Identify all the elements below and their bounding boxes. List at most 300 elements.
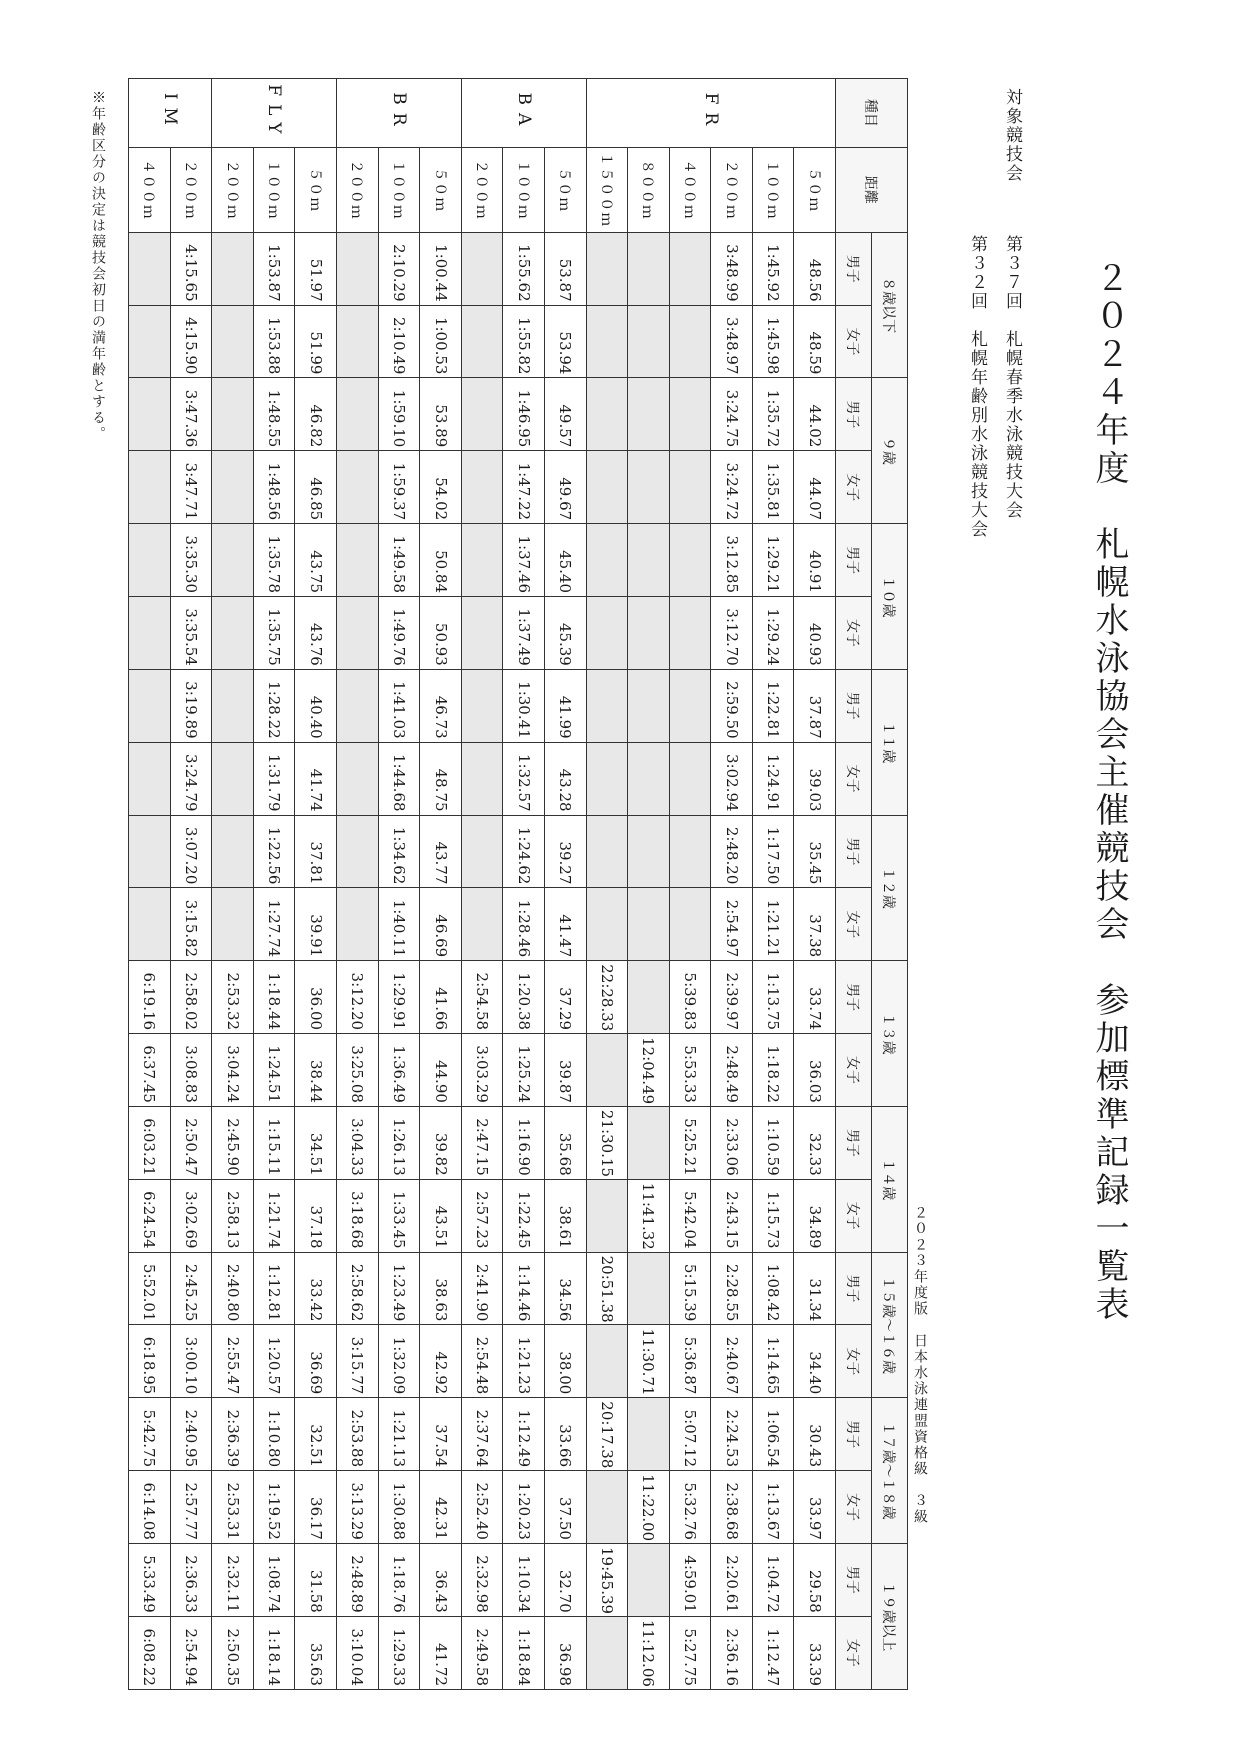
time-cell: 2:58.13 xyxy=(212,1179,254,1252)
empty-cell xyxy=(628,888,670,961)
time-cell: 5:32.76 xyxy=(669,1471,711,1544)
time-cell: 2:36.16 xyxy=(711,1616,753,1689)
gender-header-male: 男子 xyxy=(836,1398,872,1471)
time-cell: 2:53.88 xyxy=(337,1398,379,1471)
time-cell: 36.98 xyxy=(544,1616,586,1689)
empty-cell xyxy=(628,742,670,815)
empty-cell xyxy=(669,232,711,305)
event-cell: FLY xyxy=(212,79,337,148)
time-cell: 48.75 xyxy=(420,742,462,815)
empty-cell xyxy=(461,378,503,451)
time-cell: 48.56 xyxy=(794,232,836,305)
time-cell: 1:19.52 xyxy=(253,1471,295,1544)
time-cell: 38.44 xyxy=(295,1034,337,1107)
time-cell: 1:10.59 xyxy=(752,1106,794,1179)
time-cell: 46.69 xyxy=(420,888,462,961)
time-cell: 1:49.58 xyxy=(378,524,420,597)
empty-cell xyxy=(129,815,171,888)
empty-cell xyxy=(586,1034,628,1107)
time-cell: 1:29.24 xyxy=(752,597,794,670)
time-cell: 2:54.48 xyxy=(461,1325,503,1398)
time-cell: 3:00.10 xyxy=(170,1325,212,1398)
time-cell: 19:45.39 xyxy=(586,1543,628,1616)
time-cell: 1:37.46 xyxy=(503,524,545,597)
footnote: ※年齢区分の決定は競技会初日の満年齢とする。 xyxy=(90,90,106,442)
gender-header-male: 男子 xyxy=(836,232,872,305)
time-cell: 38.61 xyxy=(544,1179,586,1252)
time-cell: 1:35.75 xyxy=(253,597,295,670)
time-cell: 2:50.35 xyxy=(212,1616,254,1689)
distance-cell: ２００ｍ xyxy=(212,147,254,232)
time-cell: 6:08.22 xyxy=(129,1616,171,1689)
empty-cell xyxy=(669,742,711,815)
age-group-header: １４歳 xyxy=(872,1106,908,1252)
time-cell: 2:10.49 xyxy=(378,305,420,378)
time-cell: 3:25.08 xyxy=(337,1034,379,1107)
empty-cell xyxy=(586,815,628,888)
table-row xyxy=(752,79,794,1690)
time-cell: 2:54.97 xyxy=(711,888,753,961)
time-cell: 2:32.11 xyxy=(212,1543,254,1616)
gender-header-female: 女子 xyxy=(836,1325,872,1398)
time-cell: 43.77 xyxy=(420,815,462,888)
time-cell: 1:18.76 xyxy=(378,1543,420,1616)
empty-cell xyxy=(129,597,171,670)
time-cell: 53.89 xyxy=(420,378,462,451)
time-cell: 1:59.37 xyxy=(378,451,420,524)
time-cell: 53.87 xyxy=(544,232,586,305)
time-cell: 1:08.74 xyxy=(253,1543,295,1616)
time-cell: 43.76 xyxy=(295,597,337,670)
empty-cell xyxy=(586,524,628,597)
time-cell: 6:14.08 xyxy=(129,1471,171,1544)
table-row xyxy=(794,79,836,1690)
time-cell: 37.38 xyxy=(794,888,836,961)
time-cell: 42.31 xyxy=(420,1471,462,1544)
time-cell: 4:59.01 xyxy=(669,1543,711,1616)
time-cell: 3:48.97 xyxy=(711,305,753,378)
time-cell: 2:45.90 xyxy=(212,1106,254,1179)
table-row xyxy=(669,79,711,1690)
time-cell: 1:15.73 xyxy=(752,1179,794,1252)
empty-cell xyxy=(628,669,670,742)
time-cell: 2:45.25 xyxy=(170,1252,212,1325)
time-cell: 34.56 xyxy=(544,1252,586,1325)
time-cell: 41.72 xyxy=(420,1616,462,1689)
time-cell: 3:35.30 xyxy=(170,524,212,597)
time-cell: 6:19.16 xyxy=(129,961,171,1034)
empty-cell xyxy=(337,669,379,742)
empty-cell xyxy=(586,1325,628,1398)
time-cell: 1:45.92 xyxy=(752,232,794,305)
time-cell: 3:18.68 xyxy=(337,1179,379,1252)
time-cell: 32.51 xyxy=(295,1398,337,1471)
time-cell: 1:35.72 xyxy=(752,378,794,451)
time-cell: 1:30.88 xyxy=(378,1471,420,1544)
meet-name-spring: 第３７回 札幌春季水泳競技大会 xyxy=(1002,235,1022,520)
distance-cell: ２００ｍ xyxy=(337,147,379,232)
age-group-header: １７歳～１８歳 xyxy=(872,1398,908,1544)
time-cell: 1:23.49 xyxy=(378,1252,420,1325)
empty-cell xyxy=(129,742,171,815)
time-cell: 2:54.94 xyxy=(170,1616,212,1689)
time-cell: 45.39 xyxy=(544,597,586,670)
time-cell: 1:30.41 xyxy=(503,669,545,742)
empty-cell xyxy=(337,742,379,815)
gender-header-female: 女子 xyxy=(836,888,872,961)
time-cell: 1:06.54 xyxy=(752,1398,794,1471)
distance-cell: ４００ｍ xyxy=(129,147,171,232)
time-cell: 39.87 xyxy=(544,1034,586,1107)
time-cell: 3:12.85 xyxy=(711,524,753,597)
time-cell: 1:25.24 xyxy=(503,1034,545,1107)
time-cell: 44.90 xyxy=(420,1034,462,1107)
time-cell: 3:10.04 xyxy=(337,1616,379,1689)
empty-cell xyxy=(129,524,171,597)
time-cell: 1:31.79 xyxy=(253,742,295,815)
time-cell: 34.40 xyxy=(794,1325,836,1398)
table-row xyxy=(378,79,420,1690)
age-group-header: ８歳以下 xyxy=(872,232,908,378)
time-cell: 1:32.09 xyxy=(378,1325,420,1398)
time-cell: 41.99 xyxy=(544,669,586,742)
empty-cell xyxy=(337,597,379,670)
time-cell: 1:22.81 xyxy=(752,669,794,742)
time-cell: 50.84 xyxy=(420,524,462,597)
time-cell: 5:25.21 xyxy=(669,1106,711,1179)
empty-cell xyxy=(337,232,379,305)
time-cell: 44.02 xyxy=(794,378,836,451)
distance-cell: １００ｍ xyxy=(503,147,545,232)
gender-header-male: 男子 xyxy=(836,1106,872,1179)
time-cell: 42.92 xyxy=(420,1325,462,1398)
meet-name-age-group: 第３２回 札幌年齢別水泳競技大会 xyxy=(967,235,987,539)
time-cell: 31.34 xyxy=(794,1252,836,1325)
empty-cell xyxy=(669,305,711,378)
time-cell: 3:19.89 xyxy=(170,669,212,742)
time-cell: 3:48.99 xyxy=(711,232,753,305)
time-cell: 6:24.54 xyxy=(129,1179,171,1252)
empty-cell xyxy=(129,232,171,305)
empty-cell xyxy=(212,669,254,742)
event-cell: IM xyxy=(129,79,212,148)
time-cell: 2:57.23 xyxy=(461,1179,503,1252)
empty-cell xyxy=(586,888,628,961)
table-row xyxy=(212,79,254,1690)
age-group-header: １０歳 xyxy=(872,524,908,670)
age-group-header: １３歳 xyxy=(872,961,908,1107)
time-cell: 3:08.83 xyxy=(170,1034,212,1107)
time-cell: 34.51 xyxy=(295,1106,337,1179)
time-cell: 1:26.13 xyxy=(378,1106,420,1179)
time-cell: 1:28.22 xyxy=(253,669,295,742)
event-header: 種目 xyxy=(836,79,908,148)
gender-header-female: 女子 xyxy=(836,305,872,378)
time-cell: 2:48.89 xyxy=(337,1543,379,1616)
time-cell: 33.42 xyxy=(295,1252,337,1325)
distance-cell: ２００ｍ xyxy=(461,147,503,232)
time-cell: 37.54 xyxy=(420,1398,462,1471)
empty-cell xyxy=(212,378,254,451)
gender-header-male: 男子 xyxy=(836,524,872,597)
distance-cell: ５０ｍ xyxy=(544,147,586,232)
time-cell: 1:16.90 xyxy=(503,1106,545,1179)
time-cell: 3:24.75 xyxy=(711,378,753,451)
empty-cell xyxy=(212,597,254,670)
time-cell: 34.89 xyxy=(794,1179,836,1252)
time-cell: 2:47.15 xyxy=(461,1106,503,1179)
empty-cell xyxy=(628,232,670,305)
time-cell: 1:48.56 xyxy=(253,451,295,524)
gender-header-female: 女子 xyxy=(836,1179,872,1252)
time-cell: 2:54.58 xyxy=(461,961,503,1034)
time-cell: 49.67 xyxy=(544,451,586,524)
empty-cell xyxy=(337,378,379,451)
table-row xyxy=(337,79,379,1690)
gender-header-female: 女子 xyxy=(836,742,872,815)
gender-header-female: 女子 xyxy=(836,1616,872,1689)
empty-cell xyxy=(212,305,254,378)
age-group-header-row xyxy=(872,79,908,1690)
time-cell: 1:17.50 xyxy=(752,815,794,888)
empty-cell xyxy=(337,451,379,524)
table-row xyxy=(503,79,545,1690)
gender-header-male: 男子 xyxy=(836,815,872,888)
empty-cell xyxy=(628,1106,670,1179)
time-cell: 2:40.67 xyxy=(711,1325,753,1398)
time-cell: 43.75 xyxy=(295,524,337,597)
distance-cell: １００ｍ xyxy=(378,147,420,232)
time-cell: 36.69 xyxy=(295,1325,337,1398)
time-cell: 1:24.51 xyxy=(253,1034,295,1107)
empty-cell xyxy=(586,742,628,815)
time-cell: 3:07.20 xyxy=(170,815,212,888)
time-cell: 1:21.21 xyxy=(752,888,794,961)
empty-cell xyxy=(129,888,171,961)
time-cell: 1:08.42 xyxy=(752,1252,794,1325)
time-cell: 1:41.03 xyxy=(378,669,420,742)
empty-cell xyxy=(337,305,379,378)
empty-cell xyxy=(586,451,628,524)
time-cell: 40.40 xyxy=(295,669,337,742)
time-cell: 1:29.21 xyxy=(752,524,794,597)
empty-cell xyxy=(461,669,503,742)
empty-cell xyxy=(669,524,711,597)
time-cell: 2:36.33 xyxy=(170,1543,212,1616)
time-cell: 38.00 xyxy=(544,1325,586,1398)
time-cell: 39.03 xyxy=(794,742,836,815)
time-cell: 48.59 xyxy=(794,305,836,378)
time-cell: 51.97 xyxy=(295,232,337,305)
empty-cell xyxy=(586,1179,628,1252)
time-cell: 3:02.94 xyxy=(711,742,753,815)
time-cell: 37.50 xyxy=(544,1471,586,1544)
edition-note: ２０２３年度版 日本水泳連盟資格級 ３級 xyxy=(912,1205,928,1525)
distance-cell: ４００ｍ xyxy=(669,147,711,232)
time-cell: 37.29 xyxy=(544,961,586,1034)
table-row xyxy=(628,79,670,1690)
empty-cell xyxy=(337,524,379,597)
time-cell: 1:12.47 xyxy=(752,1616,794,1689)
time-cell: 5:36.87 xyxy=(669,1325,711,1398)
time-cell: 20:51.38 xyxy=(586,1252,628,1325)
time-cell: 37.18 xyxy=(295,1179,337,1252)
gender-header-row xyxy=(836,79,872,1690)
standards-table-frame xyxy=(128,78,908,1690)
event-cell: BR xyxy=(337,79,462,148)
empty-cell xyxy=(461,815,503,888)
time-cell: 53.94 xyxy=(544,305,586,378)
empty-cell xyxy=(212,742,254,815)
time-cell: 6:18.95 xyxy=(129,1325,171,1398)
time-cell: 37.81 xyxy=(295,815,337,888)
empty-cell xyxy=(669,378,711,451)
empty-cell xyxy=(628,1398,670,1471)
time-cell: 5:07.12 xyxy=(669,1398,711,1471)
distance-cell: ５０ｍ xyxy=(420,147,462,232)
time-cell: 1:48.55 xyxy=(253,378,295,451)
distance-cell: ５０ｍ xyxy=(794,147,836,232)
time-cell: 1:29.33 xyxy=(378,1616,420,1689)
gender-header-male: 男子 xyxy=(836,1543,872,1616)
time-cell: 3:04.24 xyxy=(212,1034,254,1107)
empty-cell xyxy=(212,888,254,961)
time-cell: 3:12.70 xyxy=(711,597,753,670)
time-cell: 46.85 xyxy=(295,451,337,524)
time-cell: 51.99 xyxy=(295,305,337,378)
time-cell: 2:24.53 xyxy=(711,1398,753,1471)
table-row xyxy=(253,79,295,1690)
time-cell: 35.45 xyxy=(794,815,836,888)
time-cell: 2:37.64 xyxy=(461,1398,503,1471)
table-row xyxy=(295,79,337,1690)
distance-cell: １００ｍ xyxy=(253,147,295,232)
time-cell: 36.17 xyxy=(295,1471,337,1544)
time-cell: 1:10.34 xyxy=(503,1543,545,1616)
time-cell: 5:42.04 xyxy=(669,1179,711,1252)
age-group-header: １５歳～１６歳 xyxy=(872,1252,908,1398)
time-cell: 2:57.77 xyxy=(170,1471,212,1544)
time-cell: 1:21.23 xyxy=(503,1325,545,1398)
gender-header-male: 男子 xyxy=(836,1252,872,1325)
table-row xyxy=(544,79,586,1690)
empty-cell xyxy=(628,815,670,888)
time-cell: 3:15.77 xyxy=(337,1325,379,1398)
time-cell: 1:46.95 xyxy=(503,378,545,451)
empty-cell xyxy=(129,305,171,378)
time-cell: 5:53.33 xyxy=(669,1034,711,1107)
time-cell: 3:15.82 xyxy=(170,888,212,961)
distance-cell: ５０ｍ xyxy=(295,147,337,232)
empty-cell xyxy=(212,451,254,524)
time-cell: 1:40.11 xyxy=(378,888,420,961)
time-cell: 2:55.47 xyxy=(212,1325,254,1398)
time-cell: 36.03 xyxy=(794,1034,836,1107)
time-cell: 1:55.62 xyxy=(503,232,545,305)
time-cell: 1:53.88 xyxy=(253,305,295,378)
time-cell: 1:12.49 xyxy=(503,1398,545,1471)
time-cell: 1:04.72 xyxy=(752,1543,794,1616)
time-cell: 1:20.57 xyxy=(253,1325,295,1398)
time-cell: 54.02 xyxy=(420,451,462,524)
distance-header: 距離 xyxy=(836,147,908,232)
time-cell: 1:34.62 xyxy=(378,815,420,888)
time-cell: 5:52.01 xyxy=(129,1252,171,1325)
time-cell: 35.63 xyxy=(295,1616,337,1689)
time-cell: 1:18.22 xyxy=(752,1034,794,1107)
time-cell: 22:28.33 xyxy=(586,961,628,1034)
time-cell: 2:59.50 xyxy=(711,669,753,742)
empty-cell xyxy=(669,451,711,524)
empty-cell xyxy=(628,305,670,378)
time-cell: 4:15.65 xyxy=(170,232,212,305)
time-cell: 1:44.68 xyxy=(378,742,420,815)
time-cell: 3:24.72 xyxy=(711,451,753,524)
time-cell: 1:36.49 xyxy=(378,1034,420,1107)
time-cell: 12:04.49 xyxy=(628,1034,670,1107)
time-cell: 33.74 xyxy=(794,961,836,1034)
distance-cell: １００ｍ xyxy=(752,147,794,232)
time-cell: 1:18.14 xyxy=(253,1616,295,1689)
time-cell: 1:33.45 xyxy=(378,1179,420,1252)
empty-cell xyxy=(586,305,628,378)
time-cell: 33.97 xyxy=(794,1471,836,1544)
time-cell: 1:55.82 xyxy=(503,305,545,378)
empty-cell xyxy=(628,1543,670,1616)
time-cell: 3:03.29 xyxy=(461,1034,503,1107)
time-cell: 32.33 xyxy=(794,1106,836,1179)
distance-cell: ２００ｍ xyxy=(170,147,212,232)
gender-header-female: 女子 xyxy=(836,1471,872,1544)
time-cell: 1:20.38 xyxy=(503,961,545,1034)
empty-cell xyxy=(212,232,254,305)
time-cell: 1:18.84 xyxy=(503,1616,545,1689)
time-cell: 32.70 xyxy=(544,1543,586,1616)
empty-cell xyxy=(669,597,711,670)
empty-cell xyxy=(461,305,503,378)
empty-cell xyxy=(669,669,711,742)
time-cell: 1:15.11 xyxy=(253,1106,295,1179)
time-cell: 1:32.57 xyxy=(503,742,545,815)
time-cell: 1:35.81 xyxy=(752,451,794,524)
time-cell: 3:13.29 xyxy=(337,1471,379,1544)
empty-cell xyxy=(212,524,254,597)
empty-cell xyxy=(586,232,628,305)
empty-cell xyxy=(628,597,670,670)
time-cell: 2:58.02 xyxy=(170,961,212,1034)
table-row xyxy=(420,79,462,1690)
time-cell: 2:33.06 xyxy=(711,1106,753,1179)
time-cell: 11:41.32 xyxy=(628,1179,670,1252)
time-cell: 1:47.22 xyxy=(503,451,545,524)
time-cell: 2:41.90 xyxy=(461,1252,503,1325)
time-cell: 2:53.32 xyxy=(212,961,254,1034)
empty-cell xyxy=(586,597,628,670)
standards-table xyxy=(128,78,908,1690)
time-cell: 40.91 xyxy=(794,524,836,597)
empty-cell xyxy=(669,815,711,888)
time-cell: 2:32.98 xyxy=(461,1543,503,1616)
time-cell: 41.47 xyxy=(544,888,586,961)
gender-header-male: 男子 xyxy=(836,961,872,1034)
empty-cell xyxy=(628,524,670,597)
time-cell: 50.93 xyxy=(420,597,462,670)
distance-cell: ８００ｍ xyxy=(628,147,670,232)
empty-cell xyxy=(461,597,503,670)
time-cell: 5:42.75 xyxy=(129,1398,171,1471)
time-cell: 6:03.21 xyxy=(129,1106,171,1179)
empty-cell xyxy=(586,669,628,742)
